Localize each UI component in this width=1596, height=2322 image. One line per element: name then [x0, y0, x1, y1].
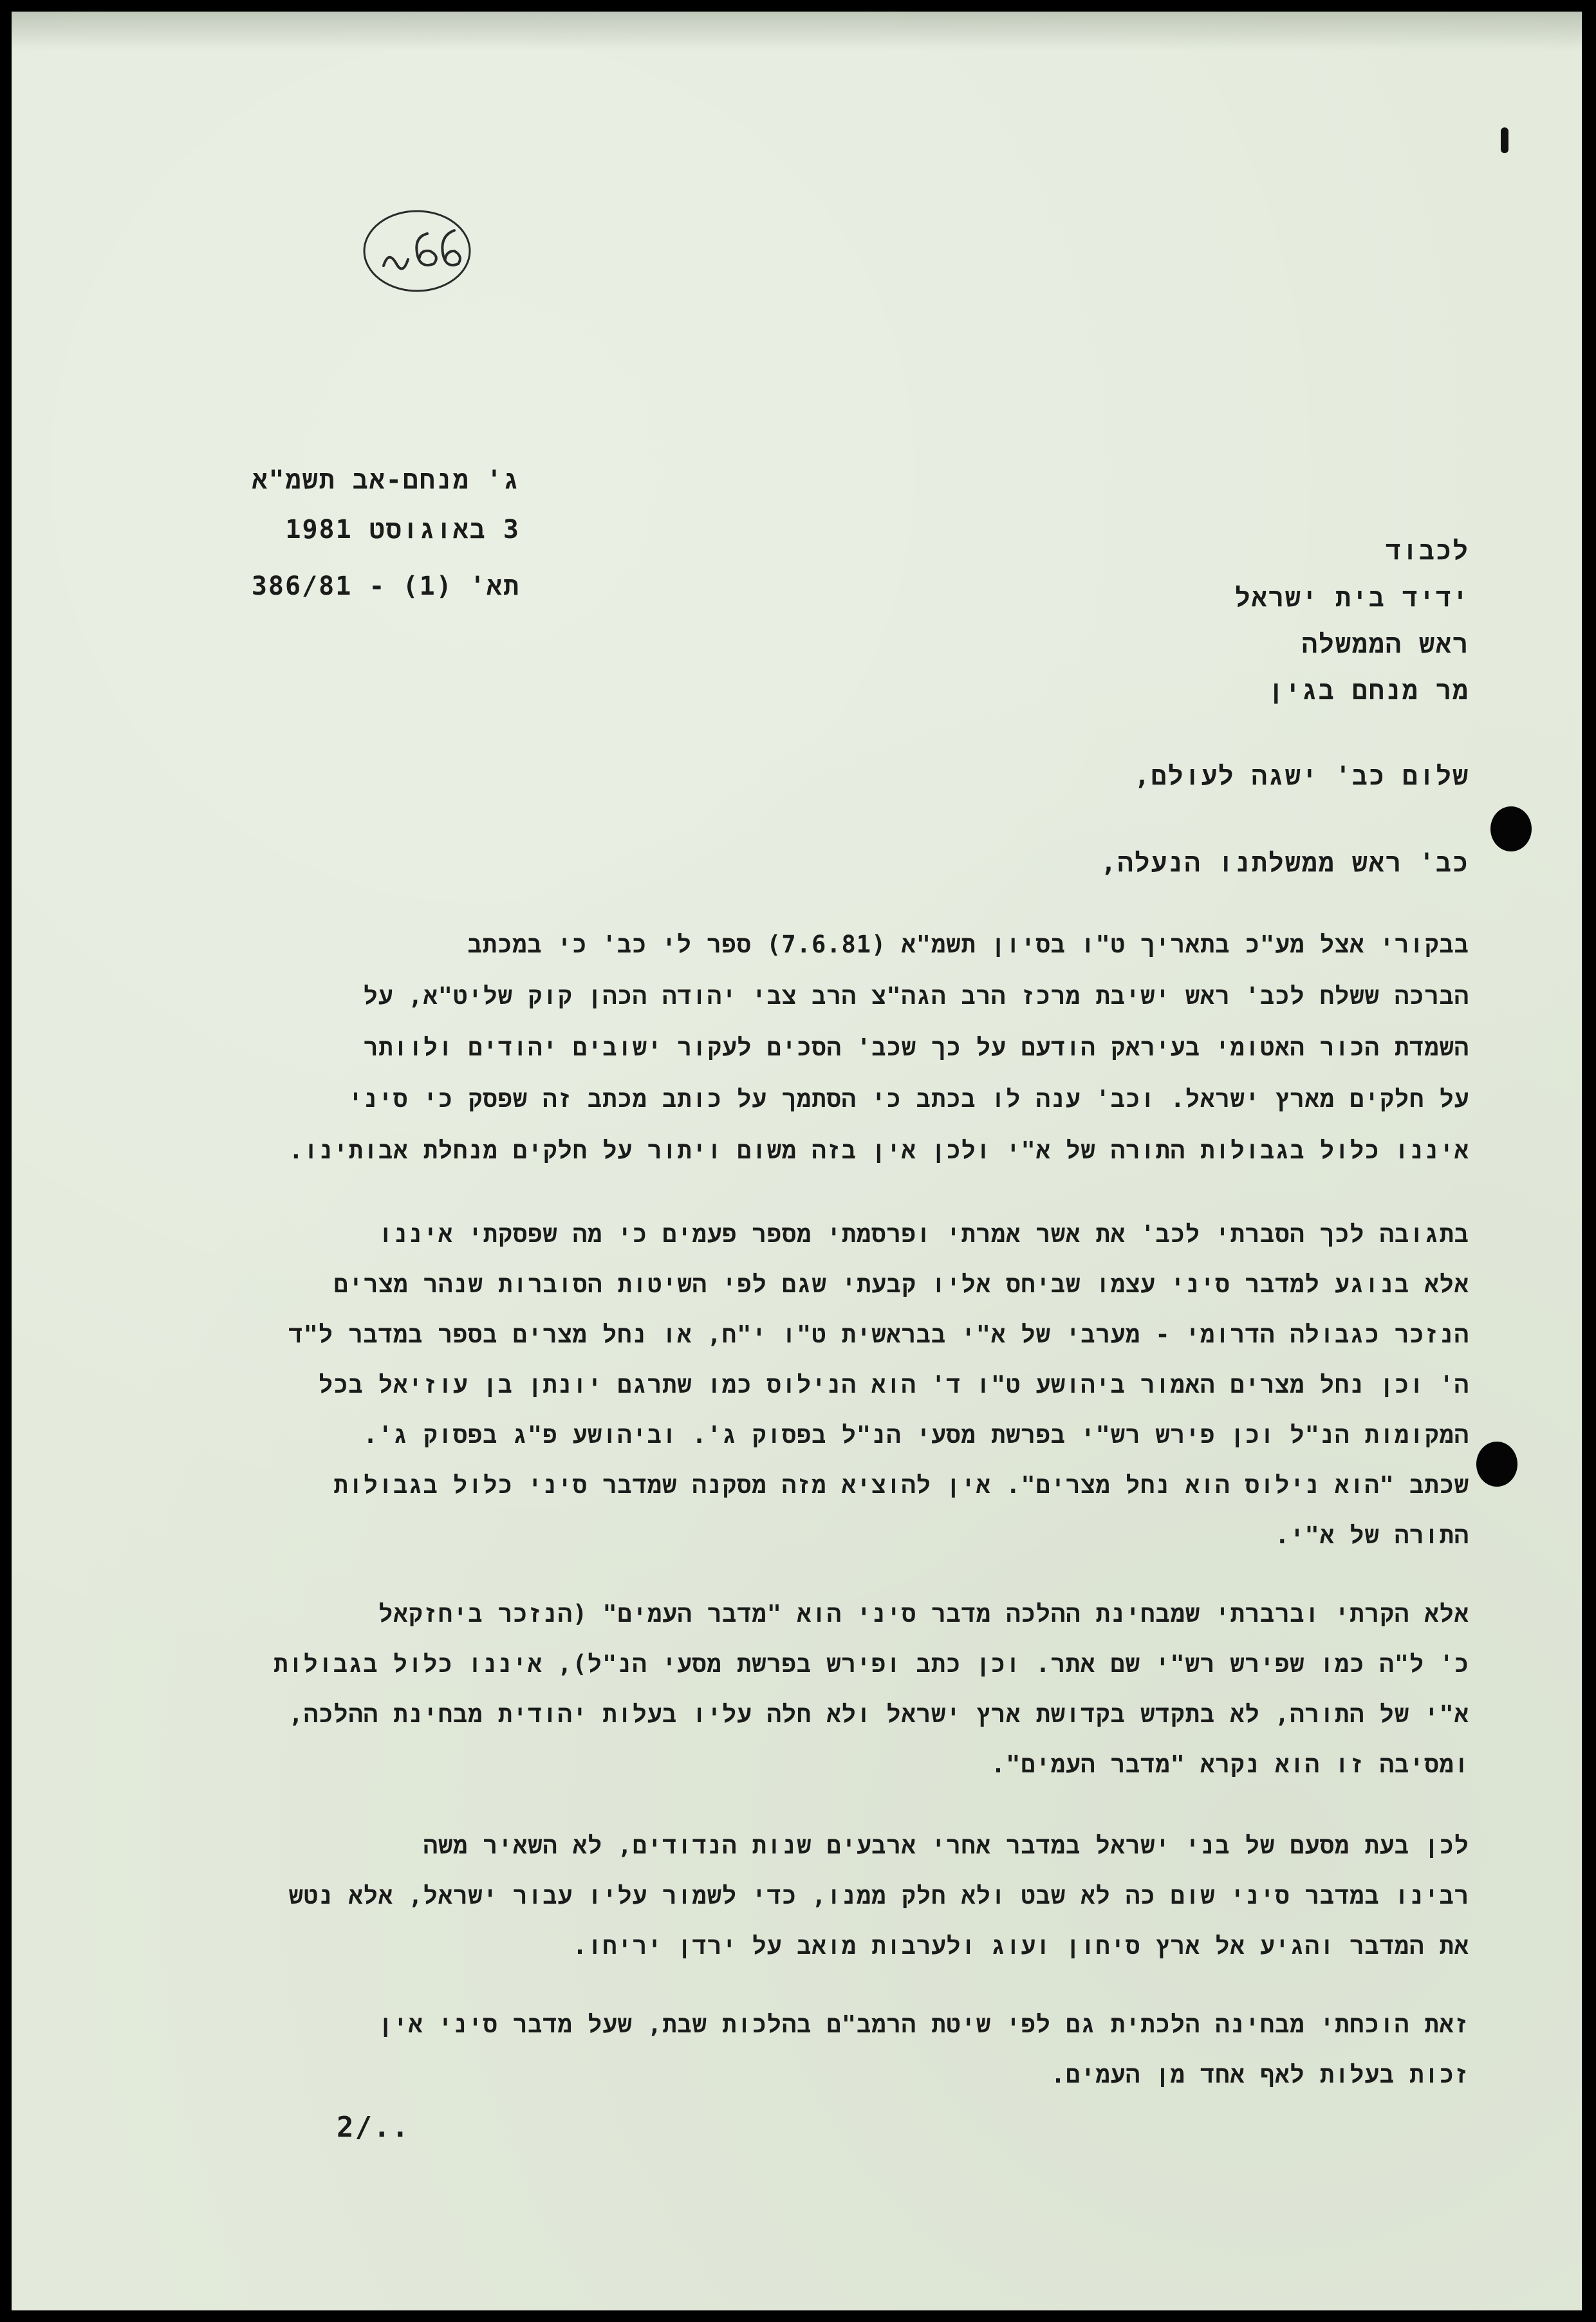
- addressee-title-1: ידיד בית ישראל: [1234, 583, 1469, 613]
- paragraph-1-line: בבקורי אצל מע"כ בתאריך ט"ו בסיון תשמ"א (7.6.81) ספר לי כב' כי במכתב: [467, 931, 1469, 958]
- paragraph-2-line: בתגובה לכך הסברתי לכב' את אשר אמרתי ופרסמתי מספר פעמים כי מה שפסקתי איננו: [378, 1220, 1469, 1248]
- greeting-blessing: שלום כב' ישגה לעולם,: [1134, 761, 1469, 791]
- paragraph-2-line: אלא בנוגע למדבר סיני עצמו שביחס אליו קבעתי שגם לפי השיטות הסוברות שנהר מצרים: [333, 1270, 1469, 1298]
- page-number: 2/..: [337, 2111, 410, 2144]
- scan-edge-shadow: [12, 12, 1582, 50]
- addressee-title-2: ראש הממשלה: [1301, 629, 1469, 659]
- paragraph-3-line: א"י של התורה, לא בתקדש בקדושת ארץ ישראל ולא חלה עליו בעלות יהודית מבחינת ההלכה,: [288, 1700, 1469, 1728]
- circled-archive-number-icon: [358, 205, 477, 301]
- addressee-honorific: לכבוד: [1385, 536, 1469, 566]
- paragraph-3-line: כ' ל"ה כמו שפירש רש"י שם אתר. וכן כתב ופירש בפרשת מסעי הנ"ל), איננו כלול בגבולות: [274, 1650, 1469, 1678]
- reference-number: תא' (1) - 386/81: [251, 571, 520, 601]
- paragraph-2-line: שכתב "הוא נילוס הוא נחל מצרים". אין להוציא מזה מסקנה שמדבר סיני כלול בגבולות: [333, 1471, 1469, 1499]
- paragraph-3-line: אלא הקרתי וברברתי שמבחינת ההלכה מדבר סיני הוא "מדבר העמים" (הנזכר ביחזקאל: [378, 1600, 1469, 1628]
- scan-edge-mark: [1501, 127, 1508, 153]
- paragraph-1-line: הברכה ששלח לכב' ראש ישיבת מרכז הרב הגה"צ הרב צבי יהודה הכהן קוק שליט"א, על: [363, 982, 1469, 1010]
- paragraph-1-line: על חלקים מארץ ישראל. וכב' ענה לו בכתב כי הסתמך על כותב מכתב זה שפסק כי סיני: [348, 1085, 1469, 1113]
- paragraph-5-line: זאת הוכחתי מבחינה הלכתית גם לפי שיטת הרמב"ם בהלכות שבת, שעל מדבר סיני אין: [378, 2011, 1469, 2038]
- paragraph-5-line: זכות בעלות לאף אחד מן העמים.: [1050, 2061, 1469, 2088]
- paragraph-2-line: הנזכר כגבולה הדרומי - מערבי של א"י בבראשית ט"ו י"ח, או נחל מצרים בספר במדבר ל"ד: [288, 1321, 1469, 1348]
- greeting-salutation: כב' ראש ממשלתנו הנעלה,: [1100, 848, 1469, 878]
- addressee-name: מר מנחם בגין: [1268, 676, 1469, 705]
- gregorian-date: 3 באוגוסט 1981: [285, 515, 520, 544]
- paragraph-1-line: השמדת הכור האטומי בעיראק הודעם על כך שכב' הסכים לעקור ישובים יהודים ולוותר: [363, 1034, 1469, 1061]
- paragraph-2-line: ה' וכן נחל מצרים האמור ביהושע ט"ו ד' הוא הנילוס כמו שתרגם יונתן בן עוזיאל בכל: [319, 1371, 1469, 1398]
- paragraph-2-line: התורה של א"י.: [1275, 1521, 1469, 1549]
- hebrew-date: ג' מנחם-אב תשמ"א: [252, 465, 520, 495]
- paragraph-4-line: רבינו במדבר סיני שום כה לא שבט ולא חלק ממנו, כדי לשמור עליו עבור ישראל, אלא נטש: [288, 1882, 1469, 1909]
- hole-punch: [1490, 806, 1532, 851]
- paragraph-4-line: את המדבר והגיע אל ארץ סיחון ועוג ולערבות מואב על ירדן יריחו.: [572, 1932, 1469, 1960]
- archive-stamp: [358, 205, 477, 301]
- paragraph-2-line: המקומות הנ"ל וכן פירש רש"י בפרשת מסעי הנ"ל בפסוק ג'. וביהושע פ"ג בפסוק ג'.: [363, 1421, 1469, 1449]
- paragraph-1-line: איננו כלול בגבולות התורה של א"י ולכן אין בזה משום ויתור על חלקים מנחלת אבותינו.: [288, 1137, 1469, 1164]
- paragraph-3-line: ומסיבה זו הוא נקרא "מדבר העמים".: [990, 1751, 1469, 1778]
- paragraph-4-line: לכן בעת מסעם של בני ישראל במדבר אחרי ארבעים שנות הנדודים, לא השאיר משה: [423, 1832, 1469, 1859]
- document-page: [12, 12, 1582, 2310]
- hole-punch: [1476, 1442, 1517, 1487]
